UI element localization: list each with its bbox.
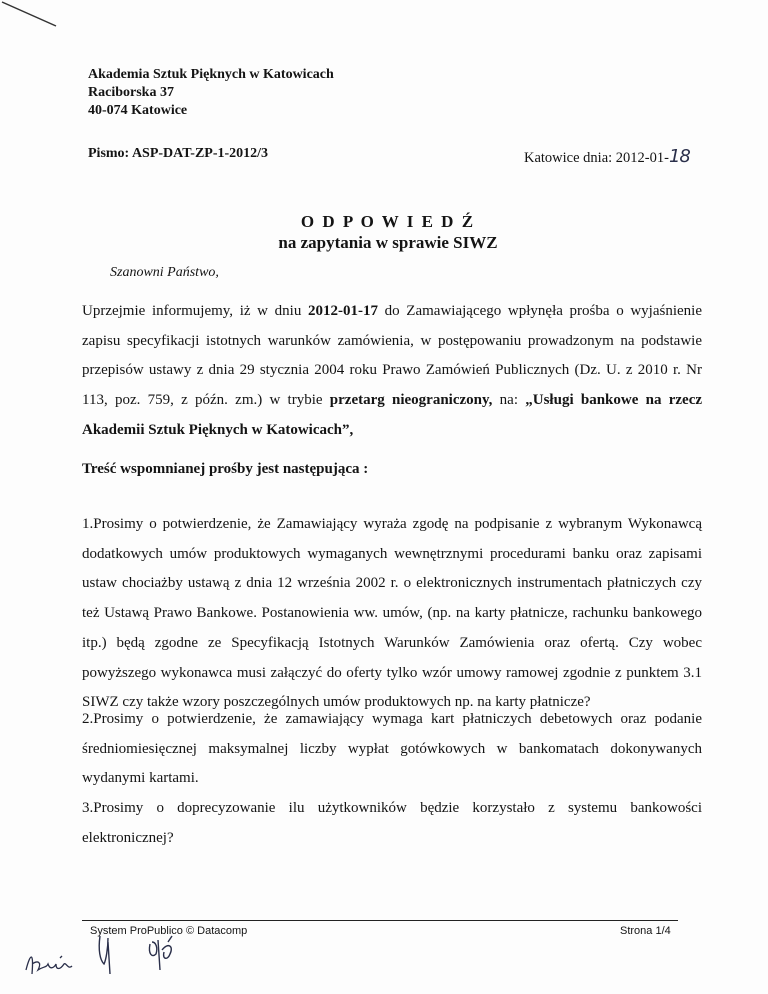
intro-date: 2012-01-17 <box>308 303 378 319</box>
intro-paragraph <box>82 297 702 446</box>
sender-street: Raciborska 37 <box>88 85 174 100</box>
footer-divider <box>82 920 678 921</box>
question-1: 1.Prosimy o potwierdzenie, że Zamawiający wyraża zgodę na podpisanie z wybranym Wykonawcą dodatkowych umów produktowych wymaganych wewnętrznymi procedurami banku oraz zapisami ustaw chociażby ustawą z dnia 12 września 2002 r. o elektronicznych instrumentach płatniczych czy też Ustawą Prawo Bankowe. Postanowienia ww. umów, (np. na karty płatnicze, rachunku bankowego itp.) będą zgodne ze Specyfikacją Istotnych Warunków Zamówienia oraz ofertą. Czy wobec powyższego wykonawca musi załączyć do oferty tylko wzór umowy ramowej zgodnie z punktem 3.1 SIWZ czy także wzory poszczególnych umów produktowych np. na karty płatnicze? <box>82 516 702 711</box>
intro-text-2: do Zamawiającego wpłynęła prośba o wyjaśnienie zapisu specyfikacji istotnych warunków zamówienia, w postępowaniu prowadzonym na podstawie przepisów ustawy z dnia 29 stycznia 2004 roku Prawo Zamówień Publicznych (Dz. U. z 2010 r. Nr 113, poz. 759, z późn. zm.) w trybie <box>82 303 702 409</box>
sender-address <box>88 66 334 120</box>
salutation: Szanowni Państwo, <box>110 265 219 280</box>
footer-page-number: Strona 1/4 <box>620 925 671 937</box>
intro-subject: „Usługi bankowe na rzecz Akademii Sztuk Pięknych w Katowicach”, <box>82 392 703 438</box>
page-title: O D P O W I E D Ź <box>300 212 476 231</box>
intro-procedure-mode: przetarg nieograniczony, <box>329 392 493 409</box>
sender-name: Akademia Sztuk Pięknych w Katowicach <box>88 67 334 82</box>
section-heading: Treść wspomnianej prośby jest następująca : <box>82 461 369 477</box>
sender-city: 40-074 Katowice <box>88 103 188 118</box>
handwritten-initials-2 <box>142 932 182 976</box>
reference-number: Pismo: ASP-DAT-ZP-1-2012/3 <box>88 146 269 161</box>
question-3: 3.Prosimy o doprecyzowanie ilu użytkowników będzie korzystało z systemu bankowości elektronicznej? <box>82 800 702 846</box>
handwritten-initials-1 <box>92 930 122 980</box>
scan-corner-mark <box>0 0 60 30</box>
footer-system: System ProPublico © Datacomp <box>90 925 248 937</box>
date-handwritten: 18 <box>668 146 690 167</box>
page-subtitle: na zapytania w sprawie SIWZ <box>278 233 498 252</box>
intro-text-1: Uprzejmie informujemy, iż w dniu <box>82 303 308 319</box>
date-printed: Katowice dnia: 2012-01- <box>524 150 669 166</box>
question-2: 2.Prosimy o potwierdzenie, że zamawiający wymaga kart płatniczych debetowych oraz podanie średniomiesięcznej maksymalnej liczby wypłat gotówkowych w bankomatach dokonywanych wydanymi kartami. <box>82 711 702 787</box>
date-line <box>524 146 690 167</box>
handwritten-signature-left <box>20 940 80 985</box>
intro-text-3: na: <box>492 392 526 409</box>
